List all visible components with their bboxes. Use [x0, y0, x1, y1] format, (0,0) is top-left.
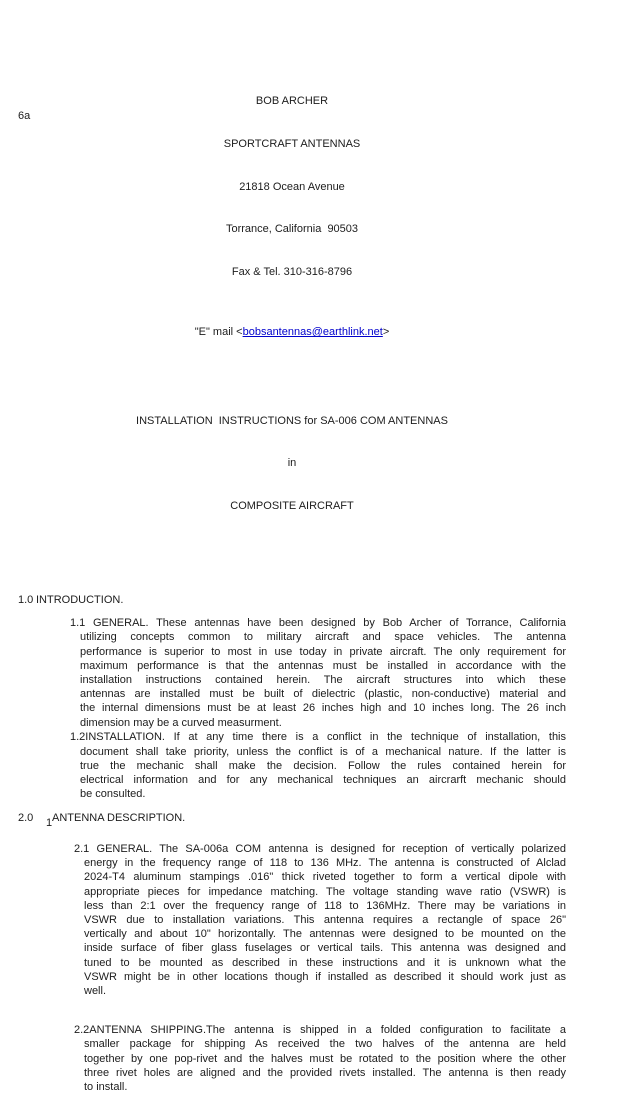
document-page [0, 66, 618, 1094]
letterhead [18, 66, 566, 570]
page-number: 1 [46, 817, 53, 829]
email-line [18, 325, 566, 339]
letterhead-line-phone: Fax & Tel. 310-316-8796 [231, 265, 353, 278]
section-title: INTRODUCTION. [36, 594, 124, 607]
letterhead-line-city: Torrance, California 90503 [225, 223, 359, 236]
document-title-line-2: in [287, 457, 297, 470]
page-corner-label: 6a [18, 110, 31, 122]
paragraph-antenna-shipping-2-2: 2.2ANTENNA SHIPPING.The antenna is shipped in a folded configuration to facilitate a smaller package for shipping As received the two halves of the antenna are held together by one pop-rivet and the halves must be rotated to the position where the other three rivet holes are aligned and the provided rivets installed. The antenna is then ready to install. [74, 1024, 566, 1094]
paragraph-general-2-1: 2.1 GENERAL. The SA-006a COM antenna is designed for reception of vertically polarized energy in the frequency range of 118 to 136 MHz. The antenna is constructed of Alclad 2024-T4 aluminum stampings .016" thick riveted together to form a vertical dipole with appropriate pieces for impedance matching. The voltage standing wave ratio (VSWR) is less than 2:1 over the frequency range of 118 to 136MHz. There may be variations in VSWR due to installation variations. This antenna requires a rectangle of space 26" vertically and about 10" horizontally. The antennas were designed to be mounted on the inside surface of fiber glass fuselages or vertical tails. This antenna was designed and tuned to be mounted as described in these instructions and it is unknown what the VSWR might be in other locations though if installed as described it should work just as well. [74, 843, 566, 998]
document-title [18, 385, 566, 541]
section-heading-antenna-description [18, 811, 618, 825]
document-body [0, 593, 618, 1094]
section-title: ANTENNA DESCRIPTION. [52, 811, 186, 824]
email-prefix: "E" mail < [194, 326, 243, 339]
document-title-line-3: COMPOSITE AIRCRAFT [230, 500, 354, 513]
email-link[interactable]: bobsantennas@earthlink.net [242, 326, 383, 339]
email-suffix: > [382, 326, 390, 339]
section-number: 1.0 [18, 594, 34, 607]
paragraph-general-1-1: 1.1 GENERAL. These antennas have been designed by Bob Archer of Torrance, California utilizing concepts common to military aircraft and space vehicles. The antenna performance is superior to most in use today in private aircraft. The only requirement for maximum performance is that the antennas must be installed in accordance with the installation instructions contained herein. The aircraft structures into which these antennas are installed must be built of dielectric (plastic, non-conductive) material and the internal dimensions must be at least 26 inches high and 10 inches long. The 26 inch dimension may be a curved measurment. [70, 617, 566, 729]
document-title-line-1: INSTALLATION INSTRUCTIONS for SA-006 COM ANTENNAS [136, 414, 448, 427]
section-number: 2.0 [18, 811, 34, 824]
letterhead-line-street: 21818 Ocean Avenue [239, 180, 345, 193]
paragraph-installation-1-2: 1.2INSTALLATION. If at any time there is a conflict in the technique of installation, this document shall take priority, unless the conflict is of a mechanical nature. If the latter is true the mechanic shall make the decision. Follow the rules contained herein for electrical information and for any mechanical techniques an aircrarft mechanic should be consulted. [70, 731, 566, 801]
section-heading-introduction [18, 593, 618, 607]
letterhead-line-company-name: BOB ARCHER [255, 95, 329, 108]
letterhead-line-company: SPORTCRAFT ANTENNAS [223, 138, 361, 151]
